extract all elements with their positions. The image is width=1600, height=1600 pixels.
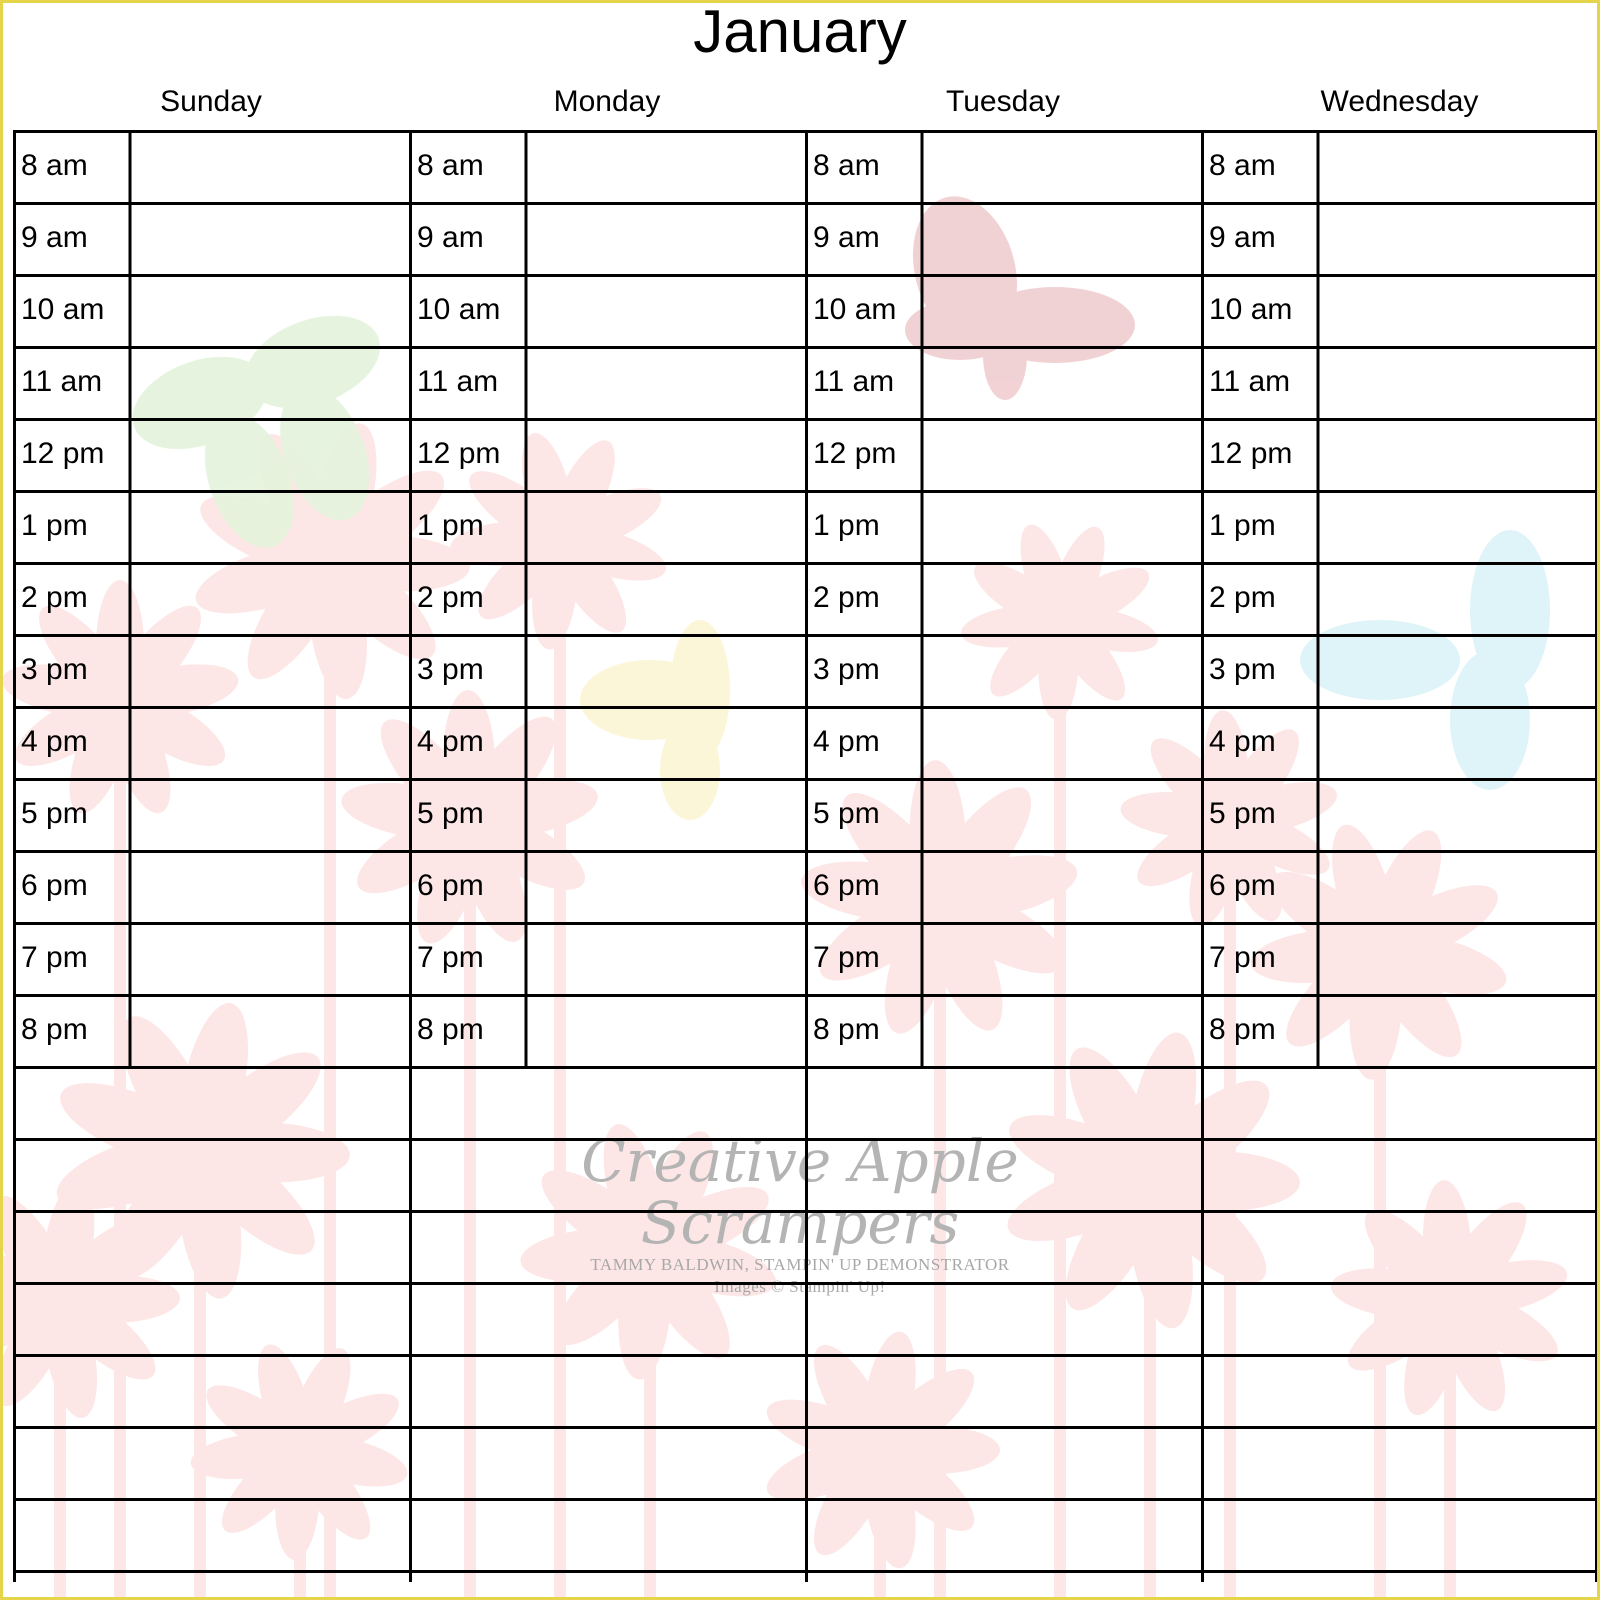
time-slot-row xyxy=(1201,562,1597,634)
notes-cell[interactable] xyxy=(805,1282,1201,1354)
notes-cell[interactable] xyxy=(13,1210,409,1282)
time-label: 7 pm xyxy=(1209,941,1276,974)
appointment-cell[interactable] xyxy=(1318,850,1597,922)
time-label: 11 am xyxy=(813,365,895,398)
notes-cell[interactable] xyxy=(409,1138,805,1210)
notes-row xyxy=(409,1138,805,1210)
appointment-cell[interactable] xyxy=(1318,346,1597,418)
notes-row xyxy=(1201,1426,1597,1498)
time-label: 3 pm xyxy=(21,653,88,686)
time-slot-row xyxy=(805,562,1201,634)
time-label: 8 am xyxy=(417,149,484,182)
schedule-grid xyxy=(13,130,1598,1582)
notes-row xyxy=(409,1210,805,1282)
notes-row xyxy=(409,1066,805,1138)
time-label: 2 pm xyxy=(1209,581,1276,614)
time-slot-row xyxy=(409,778,805,850)
appointment-cell[interactable] xyxy=(922,562,1201,634)
time-label: 3 pm xyxy=(417,653,484,686)
notes-cell[interactable] xyxy=(1201,1210,1597,1282)
time-slot-row xyxy=(805,130,1201,202)
appointment-cell[interactable] xyxy=(1318,562,1597,634)
time-slot-row xyxy=(409,418,805,490)
time-slot-row xyxy=(805,274,1201,346)
notes-row xyxy=(1201,1498,1597,1570)
appointment-cell[interactable] xyxy=(130,490,409,562)
appointment-cell[interactable] xyxy=(526,274,805,346)
notes-row xyxy=(13,1282,409,1354)
month-title: January xyxy=(693,0,907,65)
time-label: 4 pm xyxy=(417,725,484,758)
notes-cell[interactable] xyxy=(409,1354,805,1426)
time-label: 10 am xyxy=(813,293,897,326)
time-label: 10 am xyxy=(1209,293,1293,326)
time-slot-row xyxy=(1201,634,1597,706)
notes-row xyxy=(1201,1354,1597,1426)
time-label: 6 pm xyxy=(417,869,484,902)
time-label: 3 pm xyxy=(1209,653,1276,686)
time-slot-row xyxy=(805,418,1201,490)
notes-row xyxy=(409,1426,805,1498)
time-slot-row xyxy=(1201,202,1597,274)
appointment-cell[interactable] xyxy=(130,994,409,1066)
appointment-cell[interactable] xyxy=(922,274,1201,346)
time-label: 1 pm xyxy=(417,509,484,542)
watermark-copyright: Images © Stampin' Up! xyxy=(714,1277,886,1296)
notes-row xyxy=(805,1426,1201,1498)
notes-cell[interactable] xyxy=(805,1354,1201,1426)
time-label: 12 pm xyxy=(417,437,501,470)
notes-row xyxy=(805,1354,1201,1426)
time-slot-row xyxy=(805,778,1201,850)
appointment-cell[interactable] xyxy=(1318,778,1597,850)
notes-row xyxy=(409,1498,805,1570)
time-label: 1 pm xyxy=(21,509,88,542)
time-slot-row xyxy=(409,922,805,994)
time-slot-row xyxy=(13,850,409,922)
time-label: 1 pm xyxy=(813,509,880,542)
day-header-monday: Monday xyxy=(553,85,661,118)
appointment-cell[interactable] xyxy=(922,706,1201,778)
time-label: 10 am xyxy=(417,293,501,326)
day-header-sunday: Sunday xyxy=(160,85,262,118)
appointment-cell[interactable] xyxy=(130,130,409,202)
appointment-cell[interactable] xyxy=(526,634,805,706)
time-slot-row xyxy=(409,346,805,418)
time-label: 6 pm xyxy=(1209,869,1276,902)
notes-row xyxy=(13,1138,409,1210)
notes-cell[interactable] xyxy=(409,1426,805,1498)
time-label: 6 pm xyxy=(21,869,88,902)
time-slot-row xyxy=(805,922,1201,994)
appointment-cell[interactable] xyxy=(526,346,805,418)
time-label: 12 pm xyxy=(813,437,897,470)
appointment-cell[interactable] xyxy=(1318,634,1597,706)
time-label: 7 pm xyxy=(21,941,88,974)
notes-cell[interactable] xyxy=(805,1066,1201,1138)
appointment-cell[interactable] xyxy=(526,706,805,778)
notes-cell[interactable] xyxy=(805,1426,1201,1498)
time-label: 4 pm xyxy=(21,725,88,758)
notes-cell[interactable] xyxy=(409,1210,805,1282)
day-column-sunday xyxy=(13,130,409,1582)
time-label: 8 pm xyxy=(813,1013,880,1046)
appointment-cell[interactable] xyxy=(922,346,1201,418)
time-slot-row xyxy=(13,706,409,778)
notes-row xyxy=(13,1354,409,1426)
appointment-cell[interactable] xyxy=(1318,418,1597,490)
notes-row xyxy=(1201,1282,1597,1354)
time-slot-row xyxy=(409,994,805,1066)
time-label: 8 pm xyxy=(1209,1013,1276,1046)
time-label: 1 pm xyxy=(1209,509,1276,542)
notes-row xyxy=(1201,1210,1597,1282)
notes-cell[interactable] xyxy=(1201,1282,1597,1354)
time-slot-row xyxy=(1201,274,1597,346)
time-label: 5 pm xyxy=(1209,797,1276,830)
notes-row xyxy=(13,1210,409,1282)
notes-cell[interactable] xyxy=(13,1426,409,1498)
notes-row xyxy=(13,1498,409,1570)
time-label: 11 am xyxy=(1209,365,1291,398)
time-label: 8 pm xyxy=(21,1013,88,1046)
appointment-cell[interactable] xyxy=(130,418,409,490)
time-label: 5 pm xyxy=(417,797,484,830)
time-slot-row xyxy=(1201,130,1597,202)
time-slot-row xyxy=(13,274,409,346)
time-label: 10 am xyxy=(21,293,105,326)
appointment-cell[interactable] xyxy=(922,778,1201,850)
time-slot-row xyxy=(805,850,1201,922)
time-slot-row xyxy=(805,994,1201,1066)
appointment-cell[interactable] xyxy=(130,922,409,994)
time-slot-row xyxy=(13,418,409,490)
time-label: 9 am xyxy=(417,221,484,254)
appointment-cell[interactable] xyxy=(922,994,1201,1066)
notes-cell[interactable] xyxy=(805,1210,1201,1282)
day-column-wednesday xyxy=(1201,130,1597,1582)
time-slot-row xyxy=(409,562,805,634)
appointment-cell[interactable] xyxy=(130,562,409,634)
time-label: 8 am xyxy=(1209,149,1276,182)
time-label: 4 pm xyxy=(813,725,880,758)
notes-cell[interactable] xyxy=(13,1354,409,1426)
day-header-tuesday: Tuesday xyxy=(946,85,1060,118)
appointment-cell[interactable] xyxy=(526,562,805,634)
time-label: 9 am xyxy=(1209,221,1276,254)
time-slot-row xyxy=(1201,850,1597,922)
time-slot-row xyxy=(13,130,409,202)
notes-cell[interactable] xyxy=(805,1498,1201,1570)
appointment-cell[interactable] xyxy=(922,922,1201,994)
appointment-cell[interactable] xyxy=(1318,994,1597,1066)
day-column-monday xyxy=(409,130,805,1582)
time-slot-row xyxy=(1201,418,1597,490)
appointment-cell[interactable] xyxy=(130,634,409,706)
notes-cell[interactable] xyxy=(13,1282,409,1354)
appointment-cell[interactable] xyxy=(130,346,409,418)
appointment-cell[interactable] xyxy=(922,202,1201,274)
time-label: 8 am xyxy=(21,149,88,182)
time-label: 12 pm xyxy=(1209,437,1293,470)
time-label: 2 pm xyxy=(813,581,880,614)
time-label: 5 pm xyxy=(813,797,880,830)
time-label: 6 pm xyxy=(813,869,880,902)
notes-row xyxy=(1201,1066,1597,1138)
time-slot-row xyxy=(13,634,409,706)
time-slot-row xyxy=(1201,706,1597,778)
time-slot-row xyxy=(13,778,409,850)
time-slot-row xyxy=(805,490,1201,562)
time-slot-row xyxy=(13,490,409,562)
time-slot-row xyxy=(409,850,805,922)
time-slot-row xyxy=(1201,922,1597,994)
appointment-cell[interactable] xyxy=(1318,706,1597,778)
time-label: 8 pm xyxy=(417,1013,484,1046)
time-label: 7 pm xyxy=(417,941,484,974)
time-label: 7 pm xyxy=(813,941,880,974)
time-label: 9 am xyxy=(813,221,880,254)
appointment-cell[interactable] xyxy=(526,130,805,202)
appointment-cell[interactable] xyxy=(526,994,805,1066)
time-label: 8 am xyxy=(813,149,880,182)
notes-row xyxy=(409,1354,805,1426)
time-label: 9 am xyxy=(21,221,88,254)
day-column-tuesday xyxy=(805,130,1201,1582)
time-slot-row xyxy=(13,994,409,1066)
notes-cell[interactable] xyxy=(1201,1426,1597,1498)
appointment-cell[interactable] xyxy=(130,202,409,274)
notes-cell[interactable] xyxy=(1201,1354,1597,1426)
appointment-cell[interactable] xyxy=(1318,274,1597,346)
day-header-wednesday: Wednesday xyxy=(1320,85,1479,118)
appointment-cell[interactable] xyxy=(526,418,805,490)
time-slot-row xyxy=(13,922,409,994)
notes-row xyxy=(805,1498,1201,1570)
time-label: 4 pm xyxy=(1209,725,1276,758)
watermark-brand: Creative Apple Scrampers xyxy=(581,1127,1019,1257)
time-label: 3 pm xyxy=(813,653,880,686)
notes-cell[interactable] xyxy=(1201,1066,1597,1138)
time-slot-row xyxy=(409,634,805,706)
time-slot-row xyxy=(409,706,805,778)
time-slot-row xyxy=(1201,778,1597,850)
watermark-credit: TAMMY BALDWIN, STAMPIN' UP DEMONSTRATOR xyxy=(590,1255,1010,1274)
appointment-cell[interactable] xyxy=(1318,130,1597,202)
notes-cell[interactable] xyxy=(409,1498,805,1570)
time-slot-row xyxy=(13,202,409,274)
time-label: 5 pm xyxy=(21,797,88,830)
notes-row xyxy=(805,1210,1201,1282)
appointment-cell[interactable] xyxy=(1318,490,1597,562)
appointment-cell[interactable] xyxy=(922,418,1201,490)
notes-row xyxy=(13,1066,409,1138)
notes-row xyxy=(805,1066,1201,1138)
appointment-cell[interactable] xyxy=(1318,202,1597,274)
appointment-cell[interactable] xyxy=(922,130,1201,202)
time-slot-row xyxy=(805,634,1201,706)
notes-row xyxy=(1201,1138,1597,1210)
notes-row xyxy=(409,1282,805,1354)
appointment-cell[interactable] xyxy=(526,490,805,562)
notes-cell[interactable] xyxy=(409,1066,805,1138)
notes-cell[interactable] xyxy=(13,1138,409,1210)
notes-row xyxy=(805,1282,1201,1354)
appointment-cell[interactable] xyxy=(130,706,409,778)
notes-row xyxy=(805,1138,1201,1210)
time-slot-row xyxy=(805,706,1201,778)
appointment-cell[interactable] xyxy=(526,202,805,274)
appointment-cell[interactable] xyxy=(130,778,409,850)
time-slot-row xyxy=(805,202,1201,274)
time-label: 11 am xyxy=(21,365,103,398)
time-label: 11 am xyxy=(417,365,499,398)
notes-cell[interactable] xyxy=(805,1138,1201,1210)
appointment-cell[interactable] xyxy=(526,850,805,922)
appointment-cell[interactable] xyxy=(130,850,409,922)
time-slot-row xyxy=(1201,346,1597,418)
time-label: 2 pm xyxy=(417,581,484,614)
appointment-cell[interactable] xyxy=(130,274,409,346)
notes-cell[interactable] xyxy=(1201,1498,1597,1570)
time-label: 2 pm xyxy=(21,581,88,614)
appointment-cell[interactable] xyxy=(1318,922,1597,994)
notes-cell[interactable] xyxy=(409,1282,805,1354)
appointment-cell[interactable] xyxy=(922,850,1201,922)
notes-row xyxy=(13,1426,409,1498)
time-slot-row xyxy=(13,562,409,634)
appointment-cell[interactable] xyxy=(922,490,1201,562)
time-slot-row xyxy=(409,274,805,346)
time-slot-row xyxy=(13,346,409,418)
time-slot-row xyxy=(805,346,1201,418)
notes-cell[interactable] xyxy=(13,1066,409,1138)
time-slot-row xyxy=(1201,994,1597,1066)
notes-cell[interactable] xyxy=(1201,1138,1597,1210)
time-slot-row xyxy=(409,130,805,202)
time-slot-row xyxy=(409,202,805,274)
appointment-cell[interactable] xyxy=(526,922,805,994)
time-slot-row xyxy=(1201,490,1597,562)
time-label: 12 pm xyxy=(21,437,105,470)
time-slot-row xyxy=(409,490,805,562)
notes-cell[interactable] xyxy=(13,1498,409,1570)
appointment-cell[interactable] xyxy=(526,778,805,850)
appointment-cell[interactable] xyxy=(922,634,1201,706)
